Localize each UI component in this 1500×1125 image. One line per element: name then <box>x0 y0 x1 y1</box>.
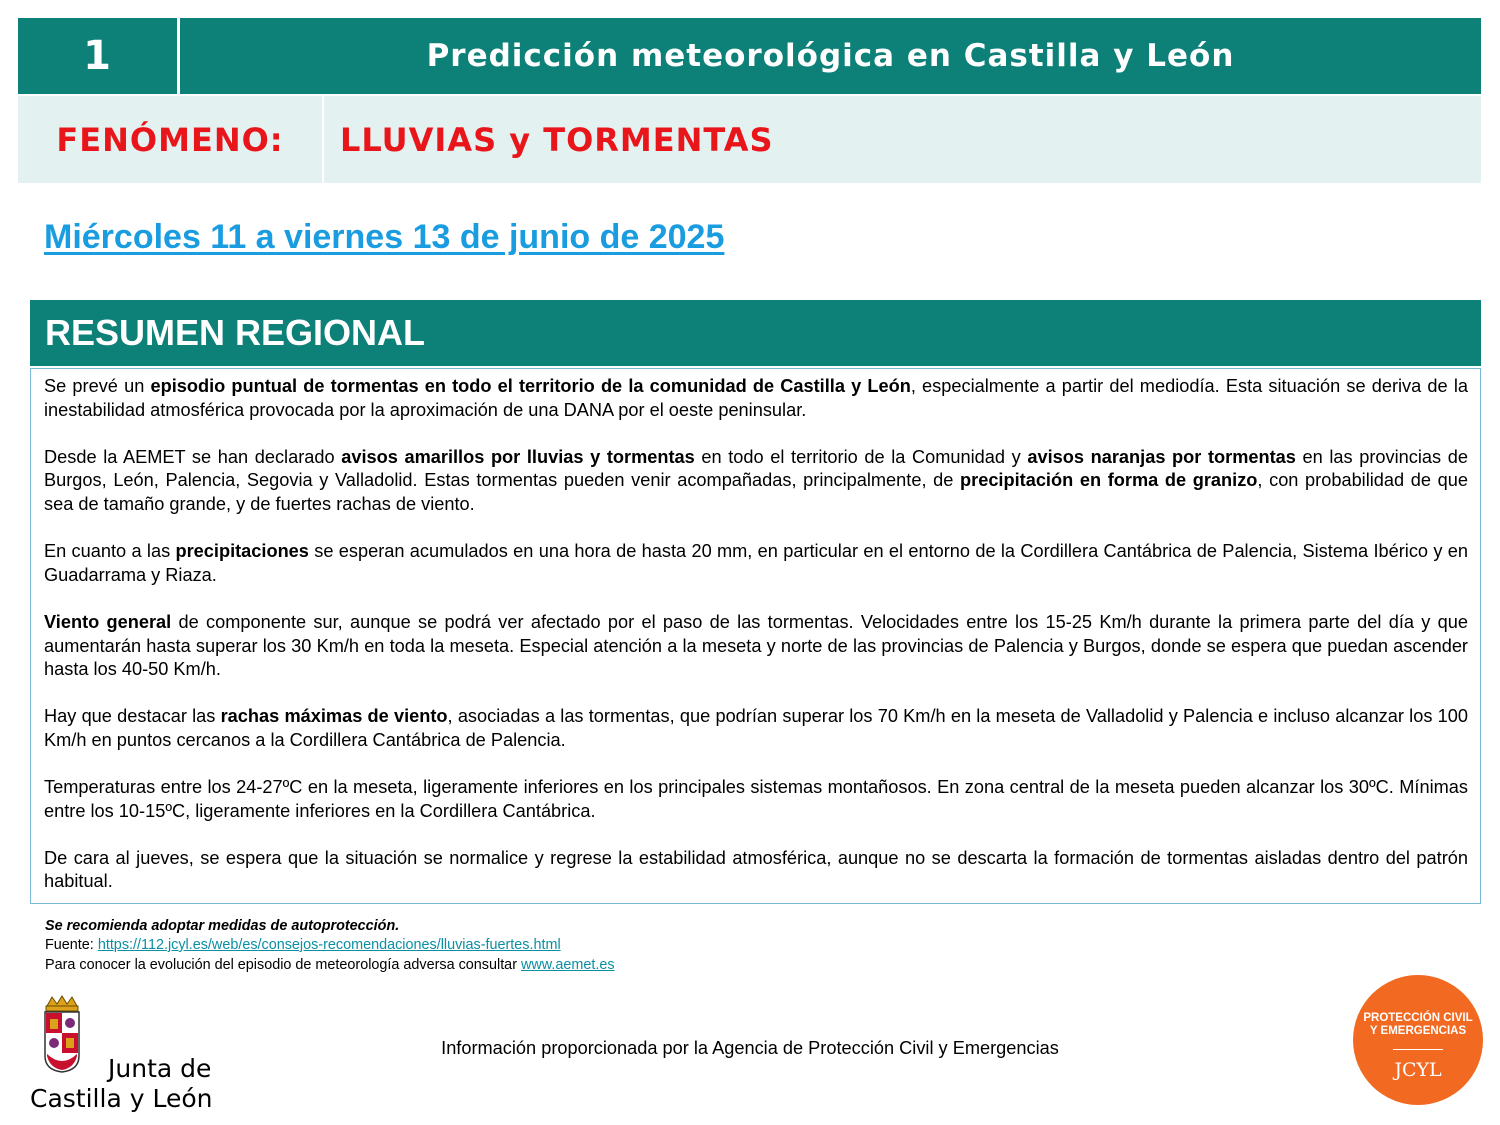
summary-body <box>30 368 1481 904</box>
summary-paragraph-2: Desde la AEMET se han declarado avisos amarillos por lluvias y tormentas en todo el territorio de la Comunidad y avisos naranjas por tormentas en las provincias de Burgos, León, Palencia, Segovia y Valladolid. Estas tormentas pueden venir acompañadas, principalmente, de precipitación en forma de granizo, con probabilidad de que sea de tamaño grande, y de fuertes rachas de viento. <box>44 446 1468 514</box>
aemet-link[interactable]: www.aemet.es <box>520 957 615 973</box>
phenomenon-divider <box>322 96 324 183</box>
summary-paragraph-6: Temperaturas entre los 24-27ºC en la meseta, ligeramente inferiores en los principales sistemas montañosos. En zona central de la meseta pueden alcanzar los 30ºC. Mínimas entre los 10-15ºC, ligeramente inferiores en la Cordillera Cantábrica. <box>44 777 1468 821</box>
phenomenon-label: FENÓMENO: <box>56 120 284 159</box>
pc-logo-line-2: Y EMERGENCIAS <box>1369 1025 1467 1037</box>
phenomenon-value: LLUVIAS y TORMENTAS <box>340 120 774 159</box>
more-info-line <box>45 956 615 974</box>
phenomenon-bar <box>18 96 1481 183</box>
section-number: 1 <box>83 33 111 79</box>
summary-paragraph-3: En cuanto a las precipitaciones se esperan acumulados en una hora de hasta 20 mm, en particular en el entorno de la Cordillera Cantábrica de Palencia, Sistema Ibérico y en Guadarrama y Riaza. <box>44 541 1468 585</box>
pc-logo-line-1: PROTECCIÓN CIVIL <box>1363 1012 1473 1024</box>
summary-paragraph-4: Viento general de componente sur, aunque se podrá ver afectado por el paso de las tormentas. Velocidades entre los 15-25 Km/h durante la primera parte del día y que aumentarán hasta superar los 30 Km/h en toda la meseta. Especial atención a la meseta y norte de las provincias de Palencia y Burgos, donde se espera que puedan ascender hasta los 40-50 Km/h. <box>44 611 1468 680</box>
recommendation-note: Se recomienda adoptar medidas de autoprotección. <box>45 918 400 934</box>
summary-paragraph-5: Hay que destacar las rachas máximas de viento, asociadas a las tormentas, que podrían superar los 70 Km/h en la meseta de Valladolid y Palencia e incluso alcanzar los 100 Km/h en puntos cercanos a la Cordillera Cantábrica de Palencia. <box>44 706 1468 750</box>
pc-logo-jcyl: JCYL <box>1394 1059 1442 1081</box>
jcyl-logo-line-1: Junta de <box>108 1054 212 1083</box>
info-credit: Información proporcionada por la Agencia de Protección Civil y Emergencias <box>441 1038 1059 1058</box>
jcyl-logo-text <box>30 1054 212 1114</box>
summary-heading <box>30 300 1481 366</box>
source-label: Fuente: <box>45 937 98 953</box>
date-range-link[interactable]: Miércoles 11 a viernes 13 de junio de 2025 <box>44 218 725 256</box>
summary-paragraph-1: Se prevé un episodio puntual de tormentas en todo el territorio de la comunidad de Castilla y León, especialmente a partir del mediodía. Esta situación se deriva de la inestabilidad atmosférica provocada por la aproximación de una DANA por el oeste peninsular. <box>44 376 1468 420</box>
source-line <box>45 936 561 954</box>
page-title: Predicción meteorológica en Castilla y León <box>426 38 1235 74</box>
pc-logo-text <box>1353 1012 1483 1038</box>
more-info-label: Para conocer la evolución del episodio de meteorología adversa consultar <box>45 957 521 973</box>
header-bar <box>18 18 1481 94</box>
summary-paragraph-7: De cara al jueves, se espera que la situación se normalice y regrese la estabilidad atmosférica, aunque no se descarta la formación de tormentas aisladas dentro del patrón habitual. <box>44 847 1468 892</box>
summary-heading-text: RESUMEN REGIONAL <box>45 312 426 353</box>
proteccion-civil-logo <box>1353 975 1483 1105</box>
pc-logo-divider <box>1393 1049 1443 1050</box>
source-link[interactable]: https://112.jcyl.es/web/es/consejos-recomendaciones/lluvias-fuertes.html <box>97 937 561 953</box>
jcyl-logo-line-2: Castilla y León <box>30 1084 213 1113</box>
